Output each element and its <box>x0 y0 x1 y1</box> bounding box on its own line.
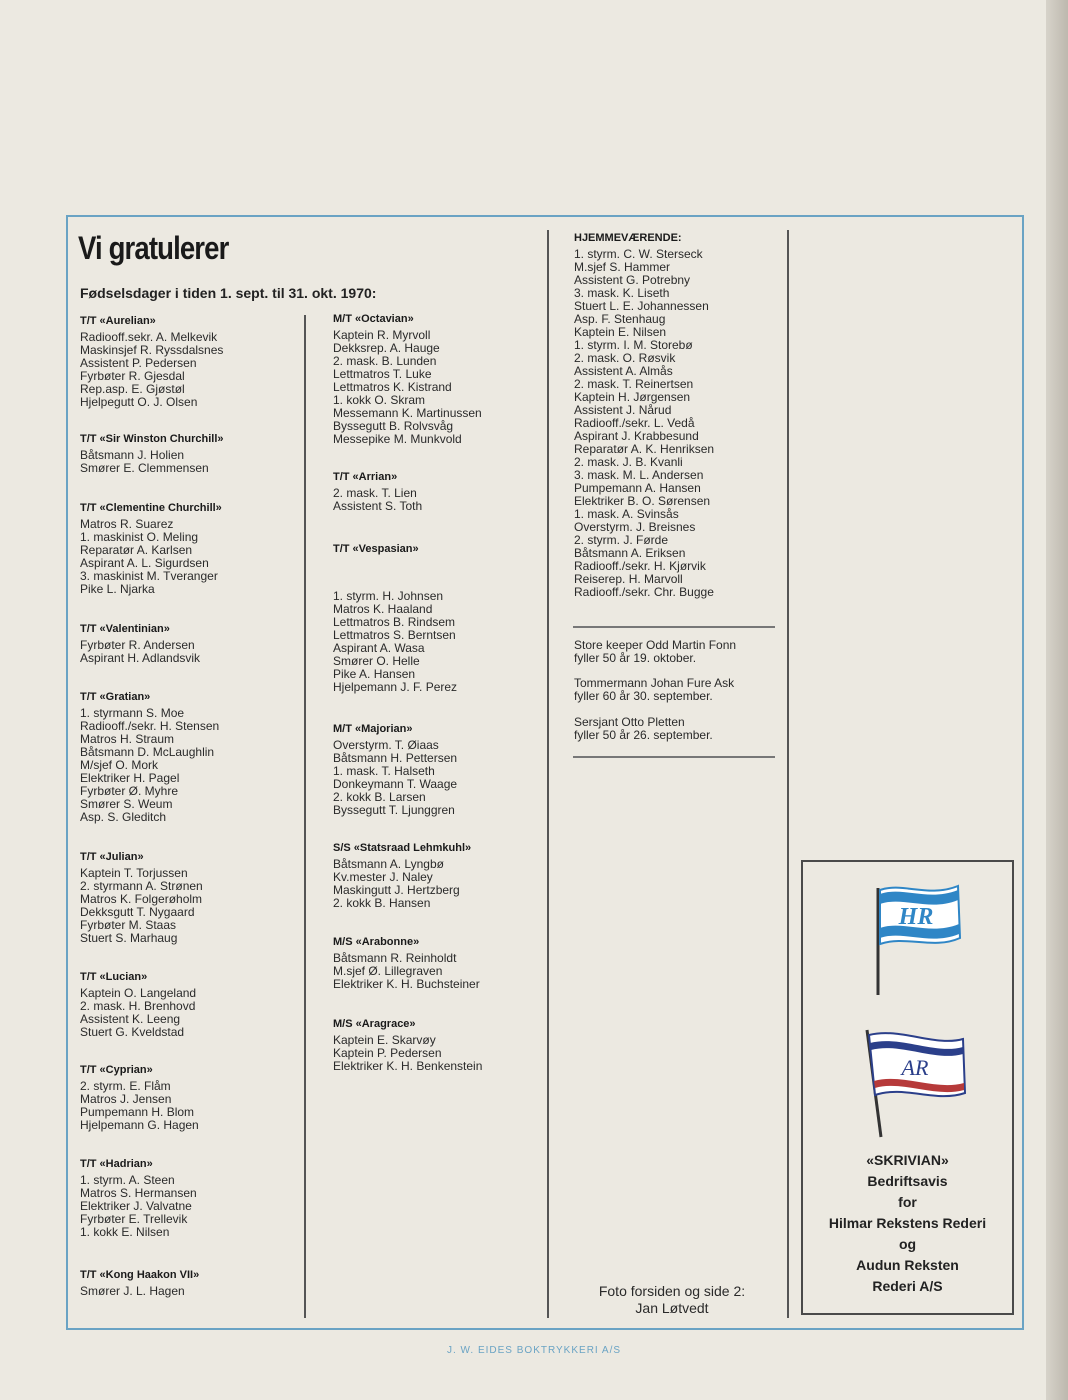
crew-entry: Dekksrep. A. Hauge <box>333 341 440 355</box>
crew-entry: Fyrbøter E. Trellevik <box>80 1212 188 1226</box>
home-crew-entry: M.sjef S. Hammer <box>574 260 671 274</box>
note-1-line-1: Store keeper Odd Martin Fonn <box>574 638 737 652</box>
crew-entry: Radiooff./sekr. H. Stensen <box>80 719 220 733</box>
home-crew-entry: 2. mask. J. B. Kvanli <box>574 455 683 469</box>
ship-group <box>80 1269 199 1298</box>
crew-entry: Hjelpemann J. F. Perez <box>333 680 458 694</box>
crew-entry: Hjelpemann G. Hagen <box>80 1118 199 1132</box>
crew-entry: Pike A. Hansen <box>333 667 416 681</box>
crew-entry: Båtsmann D. McLaughlin <box>80 745 215 759</box>
home-crew-entry: 2. styrm. J. Førde <box>574 533 669 547</box>
crew-entry: Fyrbøter R. Andersen <box>80 638 195 652</box>
note-3-line-2: fyller 50 år 26. september. <box>574 728 713 742</box>
crew-entry: 2. styrmann A. Strønen <box>80 879 203 893</box>
crew-entry: 2. kokk B. Larsen <box>333 790 426 804</box>
printer-credit: J. W. EIDES BOKTRYKKERI A/S <box>446 1345 622 1356</box>
crew-entry: Assistent P. Pedersen <box>80 356 197 370</box>
crew-entry: Rep.asp. E. Gjøstøl <box>80 382 185 396</box>
note-2-line-1: Tommermann Johan Fure Ask <box>574 676 735 690</box>
crew-entry: 2. mask. T. Lien <box>333 486 417 500</box>
home-crew-entry: Overstyrm. J. Breisnes <box>574 520 696 534</box>
ship-group <box>80 433 224 475</box>
note-2-line-2: fyller 60 år 30. september. <box>574 689 713 703</box>
crew-entry: Aspirant A. L. Sigurdsen <box>80 556 209 570</box>
ship-group <box>80 1064 199 1132</box>
notes-bottom-rule <box>573 756 775 758</box>
crew-entry: 1. mask. T. Halseth <box>333 764 435 778</box>
ship-name: T/T «Kong Haakon VII» <box>80 1269 200 1281</box>
crew-entry: Elektriker K. H. Buchsteiner <box>333 977 480 991</box>
ship-group <box>80 971 196 1039</box>
home-crew-entry: Assistent G. Potrebny <box>574 273 691 287</box>
crew-entry: Stuert G. Kveldstad <box>80 1025 185 1039</box>
crew-entry: 1. styrm. A. Steen <box>80 1173 175 1187</box>
home-crew-entry: 1. styrm. I. M. Storebø <box>574 338 693 352</box>
crew-entry: 1. styrm. H. Johnsen <box>333 589 444 603</box>
home-crew-entry: Elektriker B. O. Sørensen <box>574 494 711 508</box>
crew-entry: Byssegutt T. Ljunggren <box>333 803 455 817</box>
column-divider-1 <box>304 315 306 1318</box>
photo-credit <box>574 1283 770 1317</box>
home-crew-entry: Kaptein H. Jørgensen <box>574 390 691 404</box>
publisher-block <box>801 1150 1014 1297</box>
publisher-line-2: Bedriftsavis <box>867 1173 948 1189</box>
hr-flag-letters: HR <box>898 904 934 930</box>
publisher-line-6: Audun Reksten <box>856 1257 959 1273</box>
ship-group <box>333 471 422 513</box>
crew-entry: Matros S. Hermansen <box>80 1186 197 1200</box>
publisher-line-5: og <box>898 1236 917 1252</box>
home-crew-entry: Stuert L. E. Johannessen <box>574 299 709 313</box>
crew-entry: Båtsmann R. Reinholdt <box>333 951 457 965</box>
crew-entry: 1. kokk O. Skram <box>333 393 426 407</box>
crew-entry: M/sjef O. Mork <box>80 758 159 772</box>
crew-entry: Matros K. Folgerøholm <box>80 892 203 906</box>
ship-group <box>80 691 219 824</box>
crew-entry: Elektriker K. H. Benkenstein <box>333 1059 483 1073</box>
column-3 <box>574 232 714 599</box>
crew-entry: Smører O. Helle <box>333 654 420 668</box>
crew-entry: Fyrbøter M. Staas <box>80 918 177 932</box>
crew-entry: Lettmatros S. Berntsen <box>333 628 456 642</box>
crew-entry: Aspirant H. Adlandsvik <box>80 651 201 665</box>
crew-entry: 1. kokk E. Nilsen <box>80 1225 170 1239</box>
ship-group <box>80 502 222 596</box>
crew-entry: Fyrbøter Ø. Myhre <box>80 784 179 798</box>
crew-entry: Kaptein T. Torjussen <box>80 866 188 880</box>
crew-entry: Kaptein R. Myrvoll <box>333 328 431 342</box>
hr-flag-icon <box>858 880 968 1000</box>
crew-entry: Messemann K. Martinussen <box>333 406 482 420</box>
ship-group <box>333 543 419 559</box>
crew-entry: Donkeymann T. Waage <box>333 777 458 791</box>
crew-entry: Fyrbøter R. Gjesdal <box>80 369 185 383</box>
crew-entry: Smører S. Weum <box>80 797 173 811</box>
ship-name: M/T «Majorian» <box>333 723 413 735</box>
note-3 <box>574 716 713 742</box>
home-crew-entry: Reiserep. H. Marvoll <box>574 572 683 586</box>
crew-entry: 2. mask. B. Lunden <box>333 354 437 368</box>
home-crew-entry: 3. mask. K. Liseth <box>574 286 670 300</box>
crew-entry: Maskingutt J. Hertzberg <box>333 883 460 897</box>
crew-entry: Dekksgutt T. Nygaard <box>80 905 195 919</box>
crew-entry: 3. maskinist M. Tveranger <box>80 569 218 583</box>
home-crew-entry: 1. mask. A. Svinsås <box>574 507 679 521</box>
ship-group <box>80 1158 197 1239</box>
crew-entry: Radiooff.sekr. A. Melkevik <box>80 330 218 344</box>
ship-name: T/T «Gratian» <box>80 691 151 703</box>
crew-entry: Byssegutt B. Rolvsvåg <box>333 419 454 433</box>
photo-credit-line-1: Foto forsiden og side 2: <box>598 1283 746 1299</box>
ship-group <box>80 623 200 665</box>
ship-group <box>80 315 223 409</box>
home-crew-entry: 1. styrm. C. W. Sterseck <box>574 247 703 261</box>
ar-flag-icon <box>855 1025 970 1140</box>
home-crew-entry: 3. mask. M. L. Andersen <box>574 468 704 482</box>
ship-name: T/T «Valentinian» <box>80 623 170 635</box>
home-crew-entry: Pumpemann A. Hansen <box>574 481 701 495</box>
crew-entry: Matros H. Straum <box>80 732 175 746</box>
crew-entry: Assistent S. Toth <box>333 499 423 513</box>
home-crew-entry: Aspirant J. Krabbesund <box>574 429 699 443</box>
crew-entry: Asp. S. Gleditch <box>80 810 167 824</box>
crew-entry: 1. styrmann S. Moe <box>80 706 185 720</box>
home-crew-entry: Asp. F. Stenhaug <box>574 312 666 326</box>
ship-name: T/T «Hadrian» <box>80 1158 153 1170</box>
ship-name: T/T «Vespasian» <box>333 543 419 555</box>
crew-entry: Hjelpegutt O. J. Olsen <box>80 395 198 409</box>
ship-name: T/T «Julian» <box>80 851 144 863</box>
ship-name: T/T «Arrian» <box>333 471 398 483</box>
note-2 <box>574 677 734 703</box>
home-list <box>574 248 714 599</box>
ship-group <box>333 936 480 991</box>
crew-entry: Elektriker H. Pagel <box>80 771 180 785</box>
notes-top-rule <box>573 626 775 628</box>
crew-entry: Smører J. L. Hagen <box>80 1284 185 1298</box>
crew-entry: 2. mask. H. Brenhovd <box>80 999 196 1013</box>
crew-entry: Båtsmann J. Holien <box>80 448 185 462</box>
home-crew-entry: Båtsmann A. Eriksen <box>574 546 686 560</box>
home-crew-entry: Assistent J. Nårud <box>574 403 672 417</box>
ship-group <box>333 723 457 817</box>
crew-entry: Matros J. Jensen <box>80 1092 172 1106</box>
page-subtitle: Fødselsdager i tiden 1. sept. til 31. okt. 1970: <box>80 285 377 301</box>
home-crew-entry: Radiooff./sekr. Chr. Bugge <box>574 585 714 599</box>
ship-name: T/T «Aurelian» <box>80 315 156 327</box>
ar-flag-letters: AR <box>901 1055 929 1080</box>
home-crew-entry: Radiooff./sekr. H. Kjørvik <box>574 559 706 573</box>
ship-name: T/T «Clementine Churchill» <box>80 502 222 514</box>
note-3-line-1: Sersjant Otto Pletten <box>574 715 685 729</box>
crew-entry: 1. maskinist O. Meling <box>80 530 199 544</box>
column-divider-3 <box>787 230 789 1318</box>
publisher-name: «SKRIVIAN» <box>866 1152 949 1168</box>
crew-entry: Kaptein O. Langeland <box>80 986 197 1000</box>
photo-credit-line-2: Jan Løtvedt <box>635 1300 709 1316</box>
publisher-line-4: Hilmar Rekstens Rederi <box>828 1215 987 1231</box>
ship-group <box>80 851 203 945</box>
crew-entry: Kaptein E. Skarvøy <box>333 1033 436 1047</box>
ship-name: T/T «Sir Winston Churchill» <box>80 433 224 445</box>
ship-group <box>333 842 471 910</box>
crew-entry: Pike L. Njarka <box>80 582 155 596</box>
crew-entry: Aspirant A. Wasa <box>333 641 425 655</box>
home-crew-entry: 2. mask. T. Reinertsen <box>574 377 694 391</box>
crew-entry: Lettmatros B. Rindsem <box>333 615 456 629</box>
note-1-line-2: fyller 50 år 19. oktober. <box>574 651 697 665</box>
crew-entry: Messepike M. Munkvold <box>333 432 462 446</box>
crew-entry: Kaptein P. Pedersen <box>333 1046 442 1060</box>
ship-name: S/S «Statsraad Lehmkuhl» <box>333 842 472 854</box>
crew-entry: Overstyrm. T. Øiaas <box>333 738 439 752</box>
crew-entry: Lettmatros K. Kistrand <box>333 380 452 394</box>
publisher-line-3: for <box>898 1194 917 1210</box>
crew-entry: Maskinsjef R. Ryssdalsnes <box>80 343 224 357</box>
crew-entry: 2. styrm. E. Flåm <box>80 1079 171 1093</box>
crew-entry: M.sjef Ø. Lillegraven <box>333 964 443 978</box>
ship-name: T/T «Lucian» <box>80 971 148 983</box>
page-spine <box>1046 0 1068 1400</box>
note-1 <box>574 639 736 665</box>
page-title: Vi gratulerer <box>78 230 229 266</box>
ship-name: M/S «Aragrace» <box>333 1018 416 1030</box>
crew-entry: Elektriker J. Valvatne <box>80 1199 192 1213</box>
crew-entry: Pumpemann H. Blom <box>80 1105 195 1119</box>
ship-group <box>333 590 457 694</box>
crew-entry: Smører E. Clemmensen <box>80 461 209 475</box>
crew-entry: Reparatør A. Karlsen <box>80 543 193 557</box>
home-crew-entry: Assistent A. Almås <box>574 364 673 378</box>
home-heading: HJEMMEVÆRENDE: <box>574 232 682 244</box>
crew-entry: Matros R. Suarez <box>80 517 174 531</box>
ship-group <box>333 313 482 446</box>
crew-entry: 2. kokk B. Hansen <box>333 896 431 910</box>
crew-entry: Lettmatros T. Luke <box>333 367 432 381</box>
crew-entry: Matros K. Haaland <box>333 602 433 616</box>
ship-group <box>333 1018 482 1073</box>
home-crew-entry: Reparatør A. K. Henriksen <box>574 442 715 456</box>
crew-entry: Kv.mester J. Naley <box>333 870 433 884</box>
ship-name: M/T «Octavian» <box>333 313 414 325</box>
crew-entry: Båtsmann A. Lyngbø <box>333 857 444 871</box>
home-crew-entry: Kaptein E. Nilsen <box>574 325 667 339</box>
publisher-line-7: Rederi A/S <box>872 1278 943 1294</box>
ship-name: T/T «Cyprian» <box>80 1064 153 1076</box>
ship-name: M/S «Arabonne» <box>333 936 420 948</box>
column-divider-2 <box>547 230 549 1318</box>
home-crew-entry: 2. mask. O. Røsvik <box>574 351 676 365</box>
crew-entry: Assistent K. Leeng <box>80 1012 181 1026</box>
home-crew-entry: Radiooff./sekr. L. Vedå <box>574 416 695 430</box>
crew-entry: Stuert S. Marhaug <box>80 931 178 945</box>
crew-entry: Båtsmann H. Pettersen <box>333 751 458 765</box>
